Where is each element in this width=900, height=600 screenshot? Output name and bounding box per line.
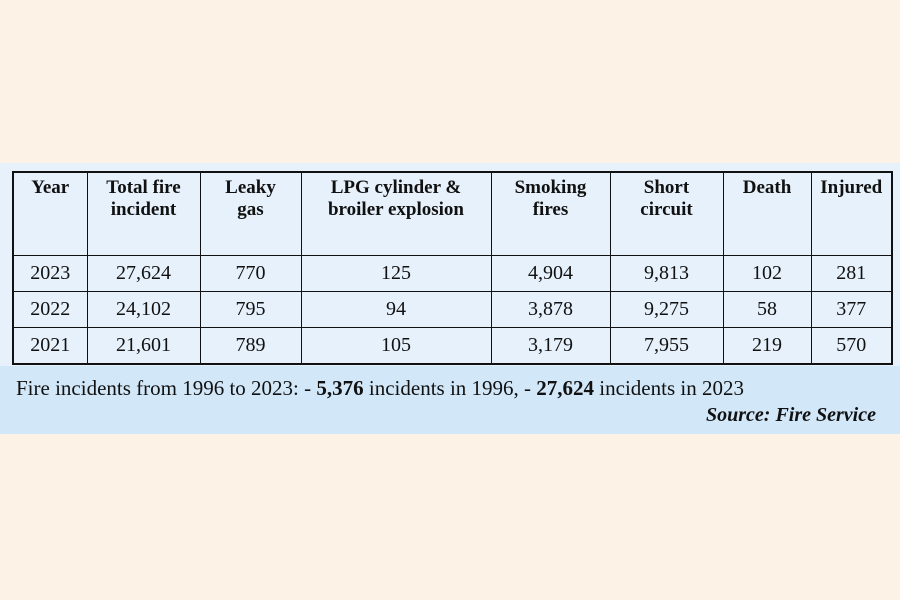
summary-suffix: incidents in 2023 <box>594 376 744 400</box>
cell-lpg-explosion: 125 <box>301 256 491 292</box>
cell-short-circuit: 9,275 <box>610 292 723 328</box>
cell-death: 102 <box>723 256 811 292</box>
cell-year: 2023 <box>13 256 87 292</box>
column-header-injured: Injured <box>811 172 892 256</box>
column-header-smoking-fires: Smoking fires <box>491 172 610 256</box>
summary-footer <box>0 366 900 434</box>
column-header-leaky-gas: Leaky gas <box>200 172 301 256</box>
table-container <box>12 171 891 365</box>
column-header-death: Death <box>723 172 811 256</box>
cell-short-circuit: 7,955 <box>610 328 723 365</box>
value-1996: 5,376 <box>316 376 364 400</box>
column-header-year: Year <box>13 172 87 256</box>
source-credit: Source: Fire Service <box>706 404 876 426</box>
cell-injured: 377 <box>811 292 892 328</box>
table-row <box>13 328 892 365</box>
column-header-total-fire-incident: Total fire incident <box>87 172 200 256</box>
cell-total-fire-incident: 21,601 <box>87 328 200 365</box>
cell-leaky-gas: 770 <box>200 256 301 292</box>
fire-incident-table <box>12 171 893 365</box>
column-header-lpg-explosion: LPG cylinder & broiler explosion <box>301 172 491 256</box>
cell-smoking-fires: 4,904 <box>491 256 610 292</box>
cell-lpg-explosion: 94 <box>301 292 491 328</box>
cell-short-circuit: 9,813 <box>610 256 723 292</box>
cell-smoking-fires: 3,179 <box>491 328 610 365</box>
cell-injured: 281 <box>811 256 892 292</box>
cell-total-fire-incident: 27,624 <box>87 256 200 292</box>
summary-mid: incidents in 1996, - <box>363 376 537 400</box>
cell-death: 219 <box>723 328 811 365</box>
column-header-short-circuit: Short circuit <box>610 172 723 256</box>
table-row <box>13 256 892 292</box>
summary-prefix: Fire incidents from 1996 to 2023: - <box>16 376 317 400</box>
cell-injured: 570 <box>811 328 892 365</box>
cell-smoking-fires: 3,878 <box>491 292 610 328</box>
header-row <box>13 172 892 256</box>
table-row <box>13 292 892 328</box>
cell-leaky-gas: 789 <box>200 328 301 365</box>
cell-leaky-gas: 795 <box>200 292 301 328</box>
cell-total-fire-incident: 24,102 <box>87 292 200 328</box>
value-2023: 27,624 <box>536 376 595 400</box>
cell-lpg-explosion: 105 <box>301 328 491 365</box>
summary-text <box>16 376 744 401</box>
cell-year: 2022 <box>13 292 87 328</box>
cell-death: 58 <box>723 292 811 328</box>
fire-incident-panel <box>0 163 900 434</box>
cell-year: 2021 <box>13 328 87 365</box>
